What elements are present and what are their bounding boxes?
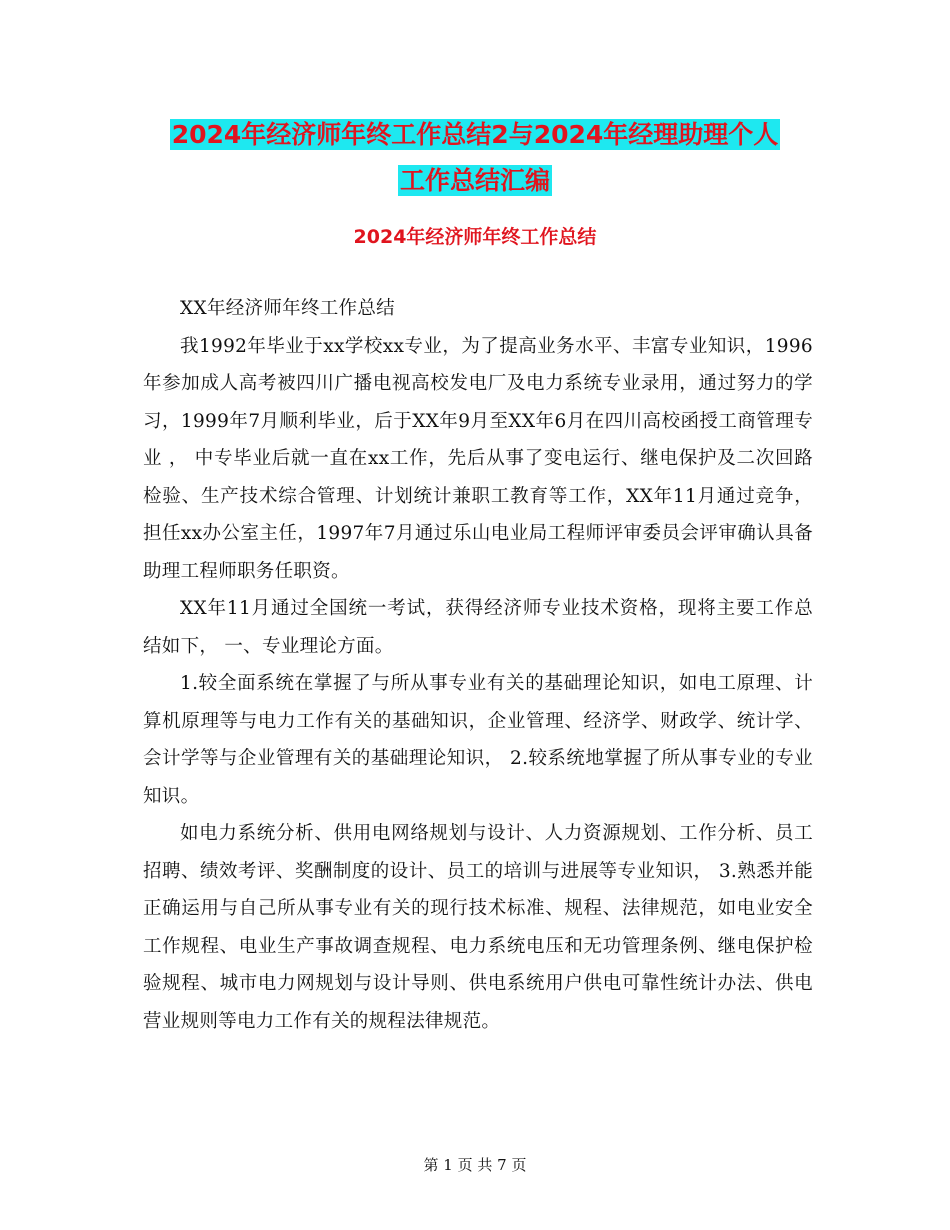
document-title-line-1: 2024年经济师年终工作总结2与2024年经理助理个人 — [171, 120, 779, 149]
paragraph: XX年11月通过全国统一考试，获得经济师专业技术资格，现将主要工作总结如下， 一、专业理论方面。 — [143, 598, 813, 657]
paragraph: XX年经济师年终工作总结 — [180, 298, 395, 319]
section-title: 2024年经济师年终工作总结 — [353, 226, 597, 248]
document-body — [143, 290, 813, 1040]
document-title — [140, 112, 810, 204]
paragraph: 1.较全面系统在掌握了与所从事专业有关的基础理论知识，如电工原理、计算机原理等与电力工作有关的基础知识，企业管理、经济学、财政学、统计学、会计学等与企业管理有关的基础理论知识， 2.较系统地掌握了所从事专业的专业知识。 — [143, 673, 813, 807]
document-title-line-2: 工作总结汇编 — [399, 166, 550, 195]
paragraph: 如电力系统分析、供用电网络规划与设计、人力资源规划、工作分析、员工招聘、绩效考评、奖酬制度的设计、员工的培训与进展等专业知识， 3.熟悉并能正确运用与自己所从事专业有关的现行技术标准、规程、法律规范，如电业安全工作规程、电业生产事故调查规程、电力系统电压和无功管理条例、继电保护检验规程、城市电力网规划与设计导则、供电系统用户供电可靠性统计办法、供电营业规则等电力工作有关的规程法律规范。 — [143, 823, 813, 1032]
page-footer: 第 1 页 共 7 页 — [423, 1156, 527, 1174]
paragraph: 我1992年毕业于xx学校xx专业，为了提高业务水平、丰富专业知识，1996年参加成人高考被四川广播电视高校发电厂及电力系统专业录用，通过努力的学习，1999年7月顺利毕业，后于XX年9月至XX年6月在四川高校函授工商管理专业 ， 中专毕业后就一直在xx工作，先后从事了变电运行、继电保护及二次回路检验、生产技术综合管理、计划统计兼职工教育等工作，XX年11月通过竞争，担任xx办公室主任，1997年7月通过乐山电业局工程师评审委员会评审确认具备助理工程师职务任职资。 — [143, 335, 813, 582]
